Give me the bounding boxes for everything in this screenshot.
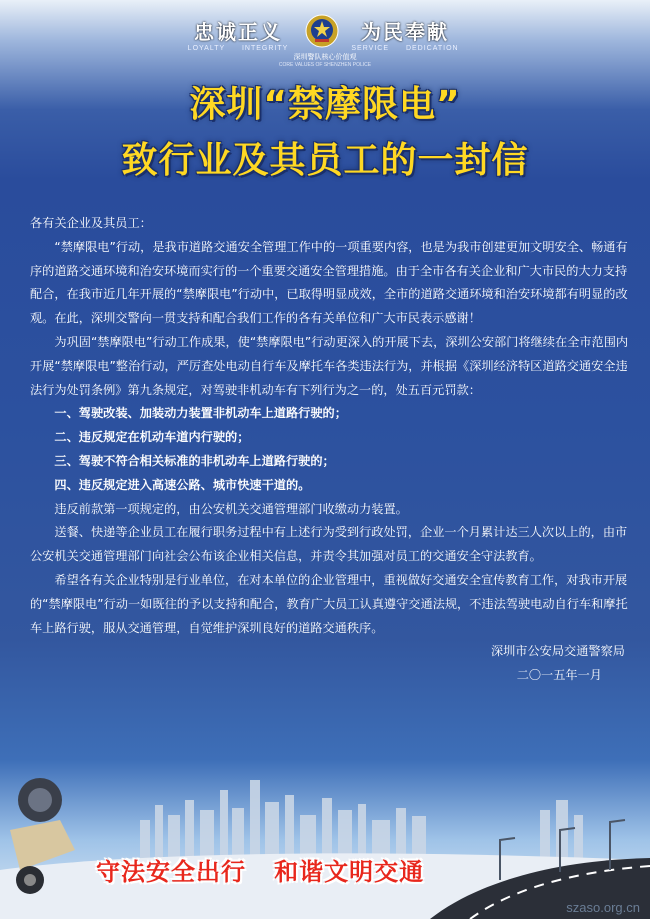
letter-salutation: 各有关企业及其员工： — [30, 216, 152, 230]
letter-date: 二〇一五年一月 — [516, 668, 602, 683]
title-line-2: 致行业及其员工的一封信 — [121, 140, 529, 181]
header-motto — [0, 6, 650, 70]
penalty-item-3: 三、驾驶不符合相关标准的非机动车上道路行驶的； — [54, 453, 335, 468]
title-line-1: 深圳“禁摩限电” — [189, 84, 461, 125]
penalty-item-1: 一、驾驶改装、加装动力装置非机动车上道路行驶的； — [54, 406, 347, 421]
police-badge-icon — [305, 14, 339, 48]
penalty-item-4: 四、违反规定进入高速公路、城市快速干道的。 — [54, 477, 311, 492]
motto-left-text: 忠诚正义 — [194, 20, 282, 44]
letter-paragraph-5: 希望各有关企业特别是行业单位，在对本单位的企业管理中，重视做好交通安全宣传教育工作，对我市开展的“禁摩限电”行动一如既往的予以支持和配合，教育广大员工认真遵守交通法规，不违法驾驶电动自行车和摩托车上路行驶，服从交通管理，自觉维护深圳良好的道路交通秩序。 — [30, 572, 628, 635]
motto-left — [178, 16, 298, 52]
motto-right — [345, 16, 465, 52]
motto-subtitle-english: CORE VALUES OF SHENZHEN POLICE — [278, 62, 372, 68]
letter-body — [30, 212, 630, 688]
penalty-item-2: 二、违反规定在机动车道内行驶的； — [54, 430, 250, 445]
footer-slogan: 守法安全出行 和谐文明交通 — [96, 858, 425, 886]
city-road-scene — [0, 760, 650, 919]
letter-paragraph-4: 送餐、快递等企业员工在履行职务过程中有上述行为受到行政处罚，企业一个月累计达三人次以上的，由市公安机关交通管理部门向社会公布该企业相关信息，并责令其加强对员工的交通安全守法教育。 — [30, 525, 628, 564]
letter-paragraph-3: 违反前款第一项规定的，由公安机关交通管理部门收缴动力装置。 — [54, 501, 408, 516]
letter-paragraph-1: “禁摩限电”行动，是我市道路交通安全管理工作中的一项重要内容，也是为我市创建更加文明安全、畅通有序的道路交通环境和治安环境而实行的一个重要交通安全管理措施。由于全市各有关企业和广大市民的大力支持配合，在我市近几年开展的“禁摩限电”行动中，已取得明显成效，全市的道路交通环境和治安环境都有明显的改观。在此，深圳交警向一贯支持和配合我们工作的各有关单位和广大市民表示感谢！ — [30, 239, 628, 326]
letter-paragraph-2: 为巩固“禁摩限电”行动工作成果，使“禁摩限电”行动更深入的开展下去，深圳公安部门将继续在全市范围内开展“禁摩限电”整治行动，严厉查处电动自行车及摩托车各类违法行为，并根据《深圳经济特区道路交通安全违法行为处罚条例》第九条规定，对驾驶非机动车有下列行为之一的，处五百元罚款： — [30, 334, 629, 397]
letter-signature: 深圳市公安局交通警察局 — [490, 644, 625, 659]
motto-right-text: 为民奉献 — [361, 20, 449, 44]
motto-right-english: SERVICE DEDICATION — [351, 45, 459, 52]
site-watermark: szaso.org.cn — [566, 900, 640, 915]
motto-subtitle: 深圳警队核心价值观 — [293, 53, 357, 61]
motto-left-english: LOYALTY INTEGRITY — [187, 45, 289, 52]
